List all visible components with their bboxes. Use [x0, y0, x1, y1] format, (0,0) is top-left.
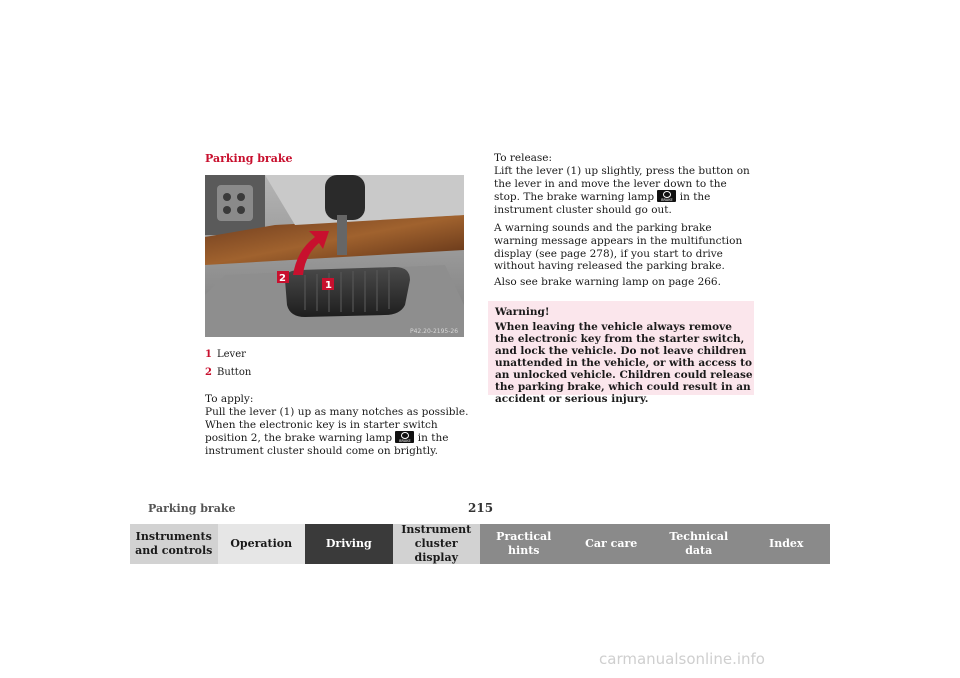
legend-label: Button — [217, 367, 252, 378]
release-text-1: Lift the lever (1) up slightly, press the button on the lever in and move the lever down to the stop. The brake warning lamp — [494, 164, 750, 204]
apply-instructions — [205, 393, 470, 458]
legend-number: 1 — [205, 349, 212, 360]
page-number: 215 — [468, 501, 494, 515]
legend-item — [205, 367, 465, 378]
tab-operation[interactable]: Operation — [218, 524, 306, 564]
parking-brake-photo — [205, 175, 464, 337]
section-title: Parking brake — [205, 152, 293, 165]
apply-text-2: in the instrument cluster should come on brightly. — [205, 432, 449, 458]
tab-instruments-and-controls[interactable]: Instruments and controls — [130, 524, 218, 564]
figure-ref-code: P42.20-2195-26 — [410, 328, 459, 335]
legend-label: Lever — [217, 349, 246, 360]
tab-technical-data[interactable]: Technical data — [655, 524, 743, 564]
tab-index[interactable]: Index — [743, 524, 831, 564]
tab-car-care[interactable]: Car care — [568, 524, 656, 564]
release-text-2: in the instrument cluster should go out. — [494, 191, 711, 217]
brake-warning-lamp-icon: BRAKE — [657, 190, 676, 202]
legend-item — [205, 349, 465, 360]
chapter-tabs — [130, 524, 830, 564]
apply-heading: To apply: — [205, 393, 254, 405]
warning-title: Warning! — [495, 306, 550, 318]
warning-box — [488, 301, 754, 405]
also-see-paragraph: Also see brake warning lamp on page 266. — [494, 276, 721, 288]
footer-section-title: Parking brake — [148, 502, 236, 515]
warning-text: When leaving the vehicle always remove the electronic key from the starter switch, and lock the vehicle. Do not leave children unattended in the vehicle, or with access to an unlocked vehicle. Children could release the parking brake, which could result in an accident or serious injury. — [495, 321, 753, 405]
tab-driving[interactable]: Driving — [305, 524, 393, 564]
brake-warning-lamp-icon: BRAKE — [395, 431, 414, 443]
callout-2: 2 — [279, 273, 286, 284]
release-instructions — [494, 152, 756, 217]
legend-number: 2 — [205, 367, 212, 378]
callout-1: 1 — [325, 280, 332, 291]
apply-text-1: Pull the lever (1) up as many notches as possible. When the electronic key is in starter switch position 2, the brake warning lamp — [205, 405, 469, 445]
release-heading: To release: — [494, 152, 553, 164]
watermark: carmanualsonline.info — [599, 650, 765, 668]
tab-practical-hints[interactable]: Practical hints — [480, 524, 568, 564]
parking-brake-illustration — [205, 175, 464, 337]
warning-sound-paragraph: A warning sounds and the parking brake warning message appears in the multifunction display (see page 278), if you start to drive without having released the parking brake. — [494, 222, 743, 273]
tab-instrument-cluster-display[interactable]: Instrument cluster display — [393, 524, 481, 564]
